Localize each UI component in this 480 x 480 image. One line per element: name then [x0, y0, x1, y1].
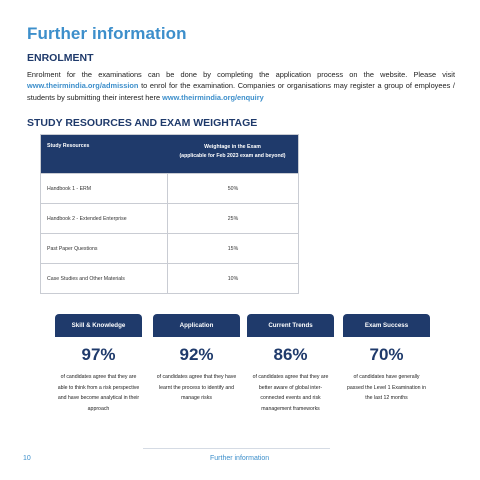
- stat-description: of candidates agree that they have learnt the process to identify and manage risks: [156, 374, 237, 401]
- table-row: [41, 173, 298, 203]
- stat-label: Application: [153, 314, 240, 337]
- weightage-header-line1: Weightage in the Exam: [204, 144, 261, 150]
- stat-value: 70%: [369, 345, 404, 364]
- enrolment-heading: ENROLMENT: [27, 52, 94, 64]
- weightage-table: [40, 134, 299, 294]
- stat-label: Current Trends: [247, 314, 334, 337]
- table-row: [41, 203, 298, 233]
- stat-value: 86%: [273, 345, 308, 364]
- resource-cell: Handbook 1 - ERM: [47, 185, 92, 192]
- stat-description: of candidates have generally passed the Level 1 Examination in the last 12 months: [346, 374, 427, 401]
- resource-cell: Past Paper Questions: [47, 245, 98, 252]
- stat-card-current-trends: [247, 314, 334, 414]
- table-row: [41, 233, 298, 263]
- stat-description: of candidates agree that they are better aware of global inter-connected events and risk management frameworks: [252, 374, 329, 412]
- footer-divider: [143, 448, 330, 449]
- enrolment-text-2: to enrol for the examination. Companies or organisations may register a group of employees / students by submitting their interest here: [27, 81, 455, 102]
- admission-link[interactable]: www.theirmindia.org/admission: [27, 81, 139, 91]
- resource-cell: Case Studies and Other Materials: [47, 275, 125, 282]
- stat-value: 97%: [81, 345, 116, 364]
- weightage-header-line2: (applicable for Feb 2023 exam and beyond): [179, 153, 286, 159]
- weight-cell: 10%: [167, 264, 298, 293]
- weight-cell: 25%: [167, 204, 298, 233]
- resource-cell: Handbook 2 - Extended Enterprise: [47, 215, 127, 222]
- weight-cell: 50%: [167, 174, 298, 203]
- stat-label: Skill & Knowledge: [55, 314, 142, 337]
- footer-title: Further information: [210, 455, 270, 462]
- stat-description: of candidates agree that they are able to think from a risk perspective and have become analytical in their approach: [57, 374, 140, 412]
- weight-cell: 15%: [167, 234, 298, 263]
- stat-card-skill: [55, 314, 142, 414]
- study-resources-header: Study Resources: [47, 143, 90, 149]
- study-resources-heading: STUDY RESOURCES AND EXAM WEIGHTAGE: [27, 117, 258, 129]
- enrolment-paragraph: [27, 69, 455, 103]
- weightage-header: [167, 135, 298, 173]
- stat-label: Exam Success: [343, 314, 430, 337]
- page-title: Further information: [27, 24, 187, 43]
- stat-card-application: [153, 314, 240, 404]
- stat-value: 92%: [179, 345, 214, 364]
- stat-card-exam-success: [343, 314, 430, 404]
- table-header: [41, 135, 298, 173]
- enquiry-link[interactable]: www.theirmindia.org/enquiry: [162, 92, 264, 102]
- enrolment-text-1: Enrolment for the examinations can be done by completing the application process on the website. Please visit: [27, 70, 455, 79]
- table-row: [41, 263, 298, 293]
- page-number: 10: [23, 455, 31, 462]
